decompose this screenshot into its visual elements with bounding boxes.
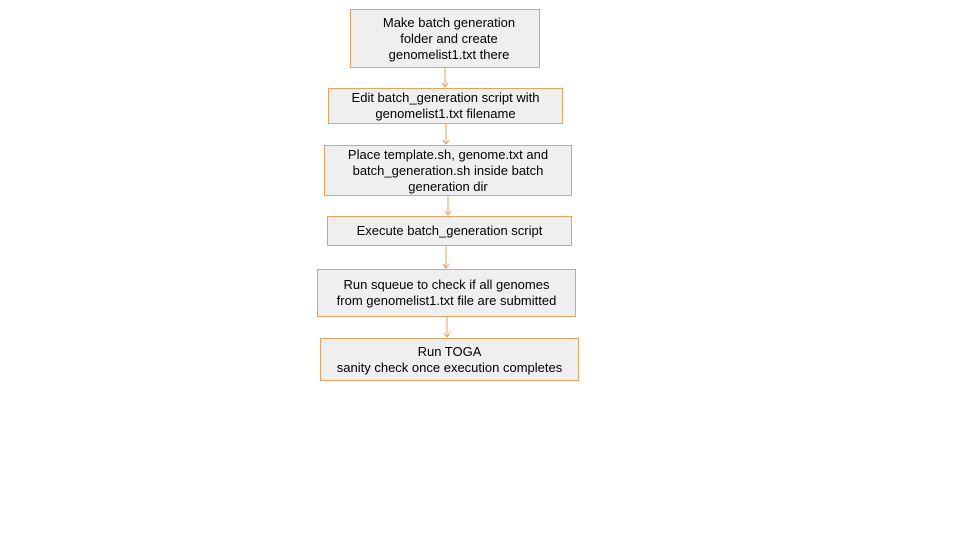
- flow-step-run-toga: [320, 338, 579, 381]
- flow-step-label: Run squeue to check if all genomes from genomelist1.txt file are submitted: [336, 277, 557, 308]
- flow-step-make-batch-folder: [350, 9, 540, 68]
- flow-step-execute-script: [327, 216, 572, 246]
- flow-step-label: Execute batch_generation script: [356, 223, 543, 238]
- flow-step-edit-batch-script: [328, 88, 563, 124]
- flow-step-label: Make batch generation folder and create genomelist1.txt there: [382, 14, 516, 62]
- flow-step-run-squeue: [317, 269, 576, 317]
- flow-step-label: Place template.sh, genome.txt and batch_generation.sh inside batch generation dir: [347, 146, 549, 194]
- flow-step-place-files: [324, 145, 572, 196]
- flow-step-label: Edit batch_generation script with genomelist1.txt filename: [351, 90, 540, 121]
- flow-step-label: Run TOGA sanity check once execution completes: [336, 343, 563, 375]
